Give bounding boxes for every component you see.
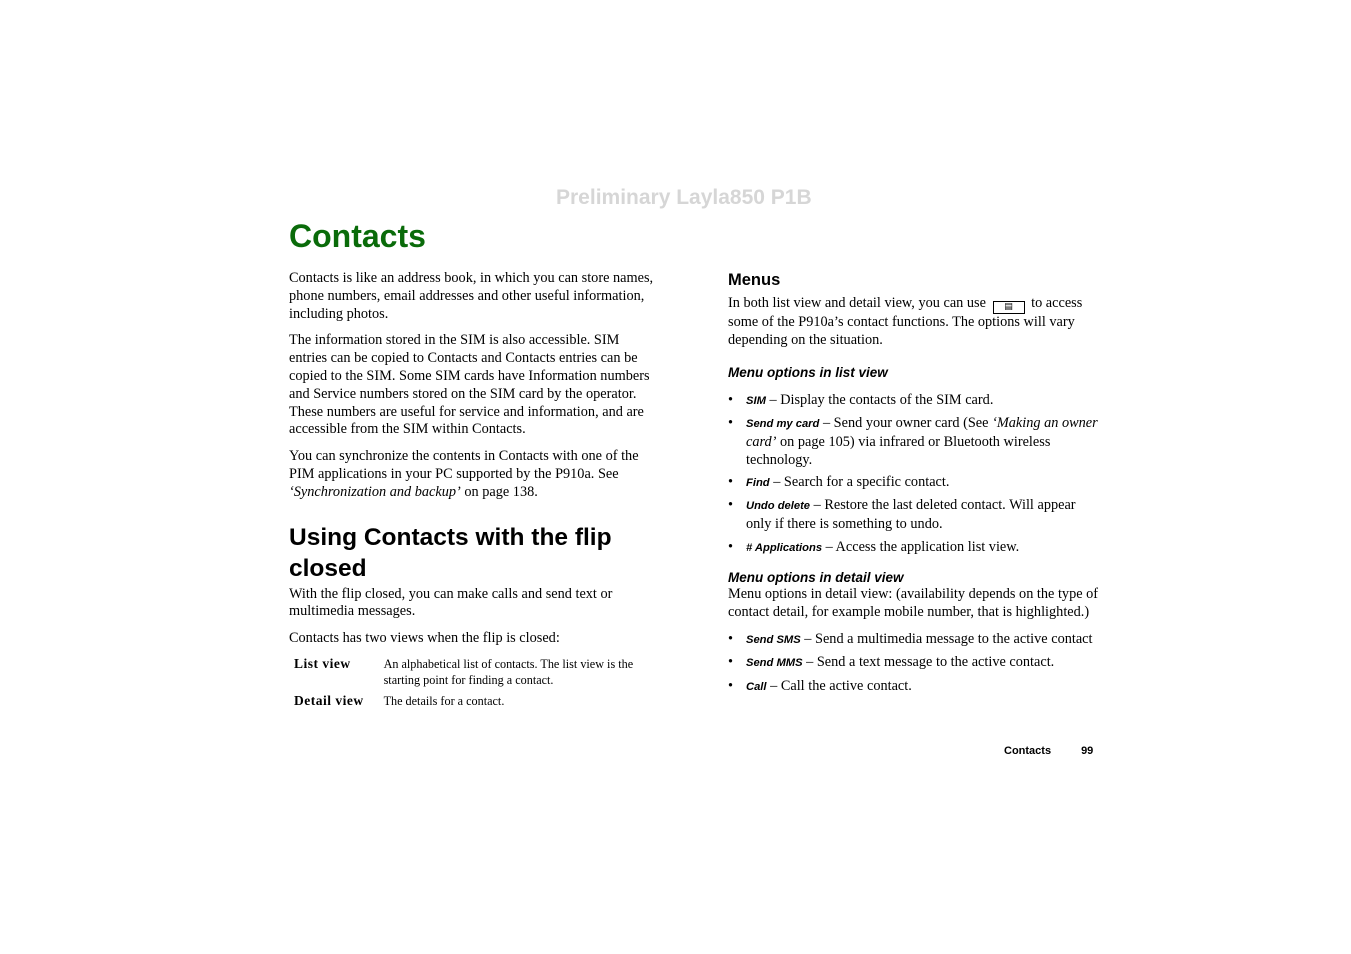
view-term: List view bbox=[294, 655, 351, 671]
right-column bbox=[728, 270, 1103, 701]
option-keyword: Send MMS bbox=[746, 657, 803, 670]
option-text: – Access the application list view. bbox=[822, 538, 1020, 555]
option-text: – Search for a specific contact. bbox=[769, 473, 950, 490]
option-text: – Send a multimedia message to the active contact bbox=[800, 630, 1093, 647]
menus-intro-text-2: to access some of the P910a’s contact functions. The options will vary depending on the situation. bbox=[728, 295, 1083, 348]
detail-intro: Menu options in detail view: (availability depends on the type of contact detail, for example mobile number, that is highlighted.) bbox=[728, 586, 1099, 621]
list-item bbox=[728, 539, 1103, 558]
option-keyword: Send SMS bbox=[746, 633, 801, 646]
option-keyword: Find bbox=[746, 476, 770, 489]
list-item bbox=[728, 474, 1103, 493]
sync-text: You can synchronize the contents in Contacts with one of the PIM applications in your PC supported by the P910a. See bbox=[289, 448, 639, 482]
option-keyword: Undo delete bbox=[746, 500, 811, 513]
bullet: • bbox=[728, 677, 734, 694]
two-views-paragraph: Contacts has two views when the flip is closed: bbox=[289, 630, 560, 647]
view-definition: An alphabetical list of contacts. The list view is the starting point for finding a contact. bbox=[383, 656, 634, 687]
view-row bbox=[289, 654, 659, 691]
view-row bbox=[289, 691, 659, 712]
detail-view-heading: Menu options in detail view bbox=[728, 570, 904, 586]
bullet: • bbox=[728, 473, 734, 490]
menus-intro bbox=[728, 295, 1103, 350]
page-number: 99 bbox=[1081, 745, 1094, 757]
detail-options bbox=[728, 631, 1103, 697]
intro-paragraph-2: The information stored in the SIM is also accessible. SIM entries can be copied to Contacts and Contacts entries can be copied to the SIM. Some SIM cards have Information numbers and Service numbers stored on the SIM card by the operator. These numbers are useful for service and information, and are accessible from the SIM within Contacts. bbox=[289, 332, 650, 438]
flip-closed-paragraph: With the flip closed, you can make calls and send text or multimedia messages. bbox=[289, 585, 613, 620]
list-view-heading: Menu options in list view bbox=[728, 364, 888, 380]
bullet: • bbox=[728, 391, 734, 408]
list-options bbox=[728, 392, 1103, 558]
sync-reference: ‘Synchronization and backup’ bbox=[289, 483, 461, 500]
option-text: – Call the active contact. bbox=[766, 677, 912, 694]
page-footer bbox=[1004, 745, 1093, 757]
views-table bbox=[289, 654, 659, 712]
left-column bbox=[289, 270, 659, 712]
list-item bbox=[728, 415, 1103, 469]
option-text: – Display the contacts of the SIM card. bbox=[765, 391, 994, 408]
option-text: – Restore the last deleted contact. Will appear only if there is something to undo. bbox=[746, 497, 1076, 533]
page-title: Contacts bbox=[289, 218, 426, 254]
section-heading: Using Contacts with the flip closed bbox=[289, 523, 612, 582]
menu-key-icon: ▤ bbox=[993, 301, 1025, 314]
bullet: • bbox=[728, 414, 734, 431]
intro-paragraph-1: Contacts is like an address book, in which you can store names, phone numbers, email addresses and other useful information, including photos. bbox=[289, 270, 654, 322]
list-item bbox=[728, 631, 1103, 650]
option-keyword: # Applications bbox=[746, 541, 823, 554]
bullet: • bbox=[728, 654, 734, 671]
list-item bbox=[728, 497, 1103, 534]
watermark: Preliminary Layla850 P1B bbox=[556, 186, 812, 209]
sync-page-text: on page 138. bbox=[460, 483, 538, 500]
option-reference: ‘Making an owner card’ bbox=[746, 414, 1098, 450]
bullet: • bbox=[728, 497, 734, 514]
footer-section: Contacts bbox=[1004, 745, 1052, 757]
option-keyword: Call bbox=[746, 680, 767, 693]
bullet: • bbox=[728, 630, 734, 647]
list-item bbox=[728, 392, 1103, 411]
option-text: – Send a text message to the active contact. bbox=[802, 654, 1055, 671]
list-item bbox=[728, 678, 1103, 697]
view-term: Detail view bbox=[294, 692, 364, 708]
bullet: • bbox=[728, 538, 734, 555]
menus-heading: Menus bbox=[728, 271, 781, 289]
option-text: – Send your owner card (See bbox=[819, 414, 993, 431]
option-keyword: SIM bbox=[746, 394, 766, 407]
option-keyword: Send my card bbox=[746, 417, 820, 430]
sync-paragraph bbox=[289, 448, 659, 501]
menus-intro-text: In both list view and detail view, you can use bbox=[728, 295, 986, 311]
view-definition: The details for a contact. bbox=[383, 693, 505, 708]
option-text-2: on page 105) via infrared or Bluetooth wireless technology. bbox=[746, 433, 1051, 468]
list-item bbox=[728, 654, 1103, 673]
